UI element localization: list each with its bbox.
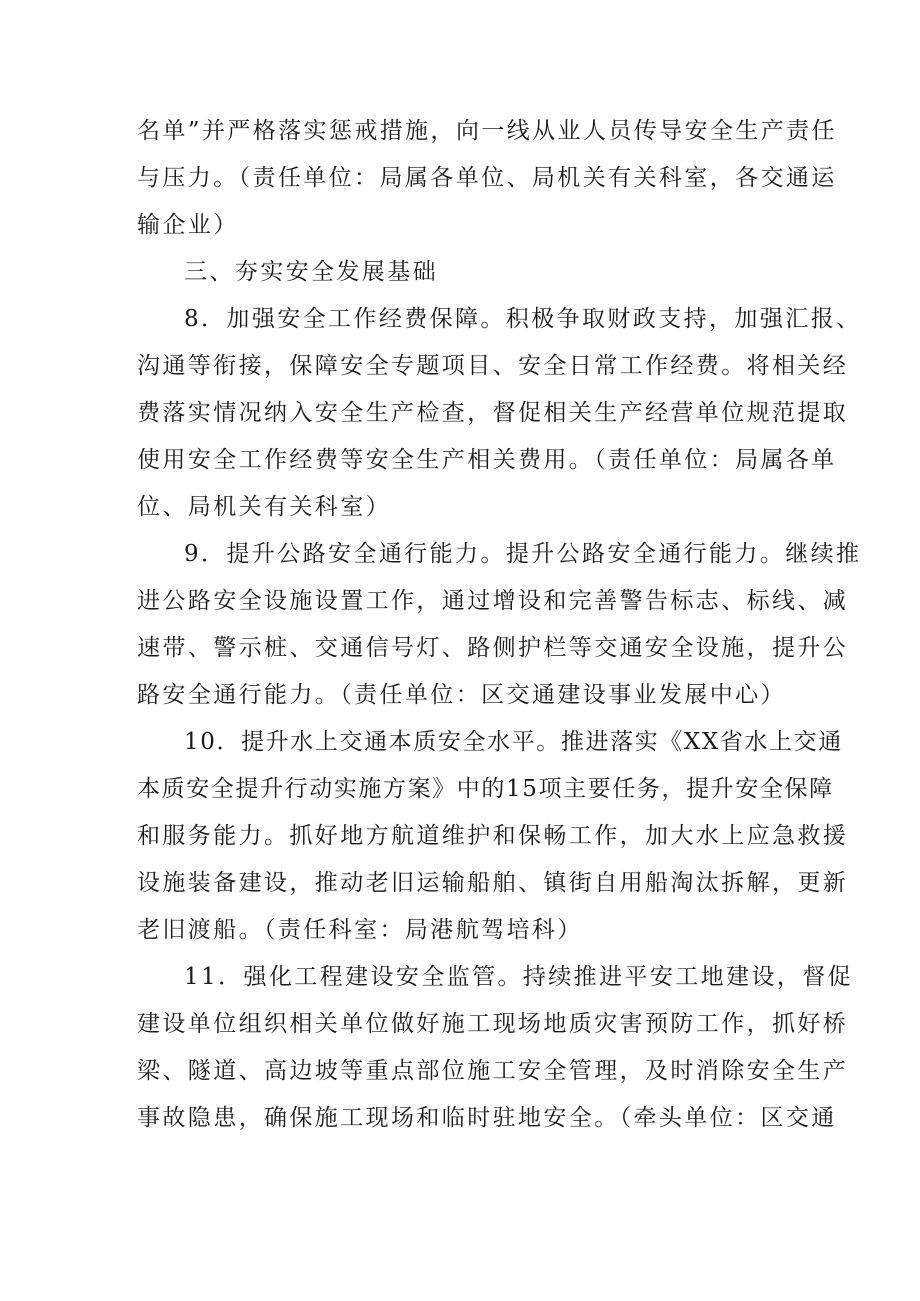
text-line: 进公路安全设施设置工作，通过增设和完善警告标志、标线、减 xyxy=(137,588,849,614)
body-text xyxy=(137,108,862,1142)
text-line: 速带、警示桩、交通信号灯、路侧护栏等交通安全设施，提升公 xyxy=(137,635,849,661)
text-line: 费落实情况纳入安全生产检查，督促相关生产经营单位规范提取 xyxy=(137,400,849,426)
text-line: 使用安全工作经费等安全生产相关费用。（责任单位：局属各单 xyxy=(137,447,837,473)
item-10-first-line: 10．提升水上交通本质安全水平。推进落实《XX省水上交通 xyxy=(184,729,843,755)
item-11-first-line: 11．强化工程建设安全监管。持续推进平安工地建设，督促 xyxy=(184,964,854,990)
item-8-first-line: 8．加强安全工作经费保障。积极争取财政支持，加强汇报、 xyxy=(184,306,862,332)
text-line: 位、局机关有关科室） xyxy=(137,494,391,520)
text-line: 与压力。（责任单位：局属各单位、局机关有关科室，各交通运 xyxy=(137,165,837,191)
text-line: 设施装备建设，推动老旧运输船舶、镇街自用船淘汰拆解，更新 xyxy=(137,870,849,896)
text-line: 输企业） xyxy=(137,212,239,238)
text-line: 老旧渡船。（责任科室：局港航驾培科） xyxy=(137,917,583,943)
text-line: 路安全通行能力。（责任单位：区交通建设事业发展中心） xyxy=(137,682,786,708)
text-line: 本质安全提升行动实施方案》中的15项主要任务，提升安全保障 xyxy=(137,776,834,802)
section-heading: 三、夯实安全发展基础 xyxy=(184,259,438,285)
text-line: 事故隐患，确保施工现场和临时驻地安全。（牵头单位：区交通 xyxy=(137,1105,837,1131)
item-9-first-line: 9．提升公路安全通行能力。提升公路安全通行能力。继续推 xyxy=(184,541,862,567)
text-line: 建设单位组织相关单位做好施工现场地质灾害预防工作，抓好桥 xyxy=(137,1011,849,1037)
text-line: 和服务能力。抓好地方航道维护和保畅工作，加大水上应急救援 xyxy=(137,823,849,849)
text-line: 名单”并严格落实惩戒措施，向一线从业人员传导安全生产责任 xyxy=(137,118,837,144)
text-line: 沟通等衔接，保障安全专题项目、安全日常工作经费。将相关经 xyxy=(137,353,849,379)
text-line: 梁、隧道、高边坡等重点部位施工安全管理，及时消除安全生产 xyxy=(137,1058,849,1084)
